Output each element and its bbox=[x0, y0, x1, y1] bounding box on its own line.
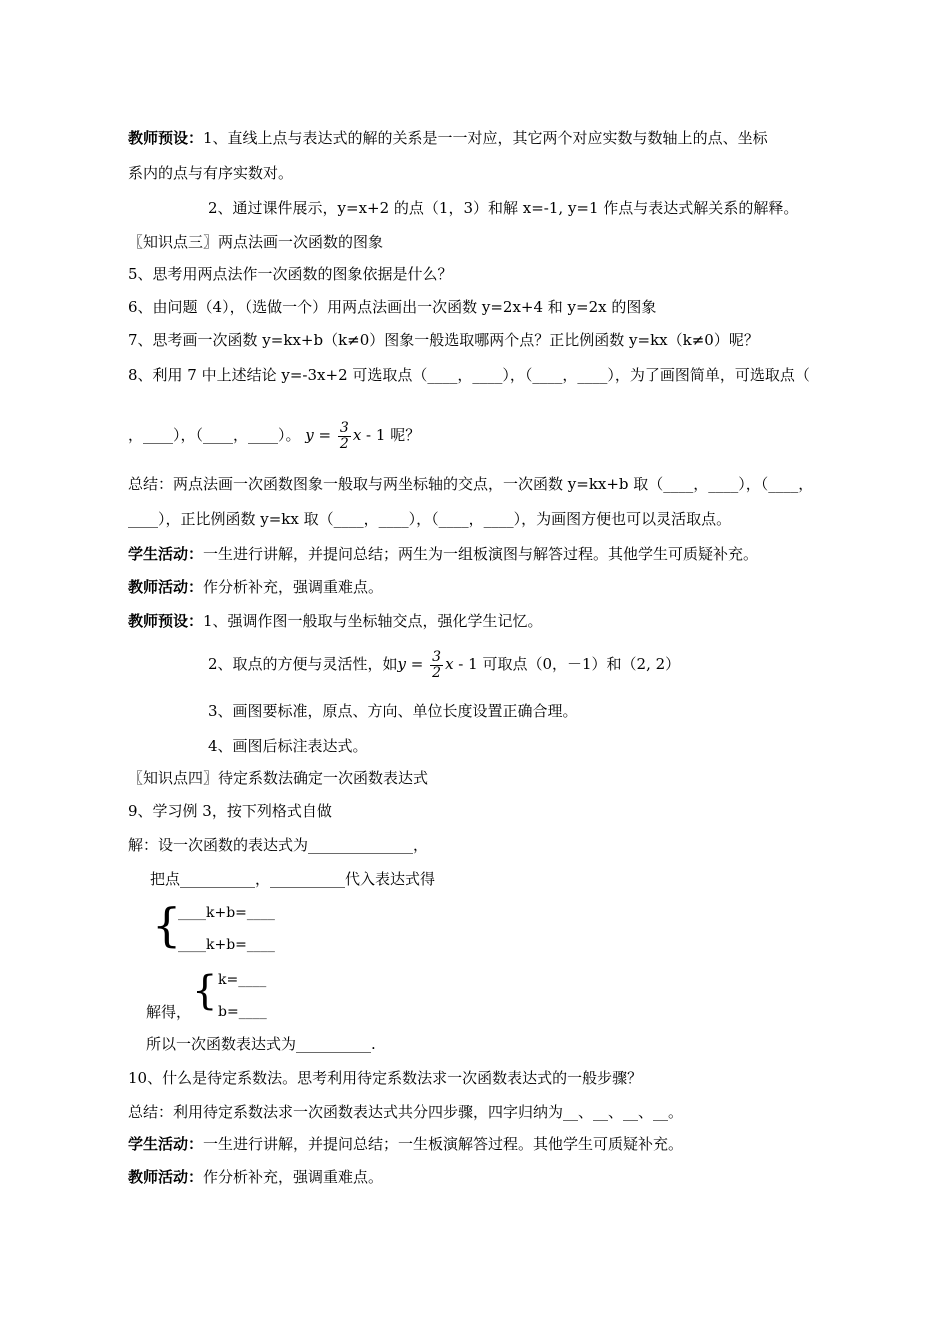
brace-solution-icon: { bbox=[192, 968, 218, 1014]
teacher-preset-2: 2、通过课件展示，y=x+2 的点（1，3）和解 x=-1, y=1 作点与表达式解关系的解释。 bbox=[208, 199, 799, 217]
teacher-preset-2-1: 教师预设：1、强调作图一般取与坐标轴交点，强化学生记忆。 bbox=[128, 612, 543, 630]
label-teacher-activity: 教师活动： bbox=[128, 578, 204, 596]
question-8: 8、利用 7 中上述结论 y=-3x+2 可选取点（____，____），（____，____），为了画图简单，可选取点（ bbox=[128, 366, 810, 384]
student-activity-2: 学生活动：一生进行讲解，并提问总结；一生板演解答过程。其他学生可质疑补充。 bbox=[128, 1135, 684, 1153]
knowledge-point-3-heading: 〖知识点三〗两点法画一次函数的图象 bbox=[128, 233, 384, 251]
solution-label: 解得， bbox=[146, 1003, 192, 1021]
summary-undetermined: 总结：利用待定系数法求一次函数表达式共分四步骤，四字归纳为__、__、__、__。 bbox=[128, 1103, 684, 1121]
solution-result: 所以一次函数表达式为__________. bbox=[146, 1035, 376, 1053]
teacher-preset-2-2: 2、取点的方便与灵活性，如y = $\frac{3}{2}$ x - 1 可取点（0，－1）和（2, 2） bbox=[208, 648, 681, 681]
equation-2: ____k+b=____ bbox=[178, 937, 275, 953]
fraction-three-halves: $\frac{3}{2}$ bbox=[432, 648, 442, 681]
question-10: 10、什么是待定系数法。思考利用待定系数法求一次函数表达式的一般步骤？ bbox=[128, 1069, 643, 1087]
solution-b: b=____ bbox=[218, 1004, 267, 1020]
question-6: 6、由问题（4），（选做一个）用两点法画出一次函数 y=2x+4 和 y=2x 的图象 bbox=[128, 298, 657, 316]
summary-two-points-cont: ____），正比例函数 y=kx 取（____，____），（____，____），为画图方便也可以灵活取点。 bbox=[128, 510, 732, 528]
teacher-preset-1-cont: 系内的点与有序实数对。 bbox=[128, 164, 294, 182]
label-teacher-preset: 教师预设： bbox=[128, 612, 204, 630]
knowledge-point-4-heading: 〖知识点四〗待定系数法确定一次函数表达式 bbox=[128, 769, 429, 787]
label-student-activity: 学生活动： bbox=[128, 1135, 204, 1153]
teacher-preset-1: 教师预设：1、直线上点与表达式的解的关系是一一对应，其它两个对应实数与数轴上的点、坐标 bbox=[128, 129, 768, 147]
solution-k: k=____ bbox=[218, 972, 267, 988]
equation-1: ____k+b=____ bbox=[178, 905, 275, 921]
fraction-three-halves: $\frac{3}{2}$ bbox=[339, 419, 349, 452]
label-student-activity: 学生活动： bbox=[128, 545, 204, 563]
brace-equations-icon: { bbox=[152, 898, 182, 952]
solution-step-2: 把点__________，__________代入表达式得 bbox=[150, 870, 436, 888]
question-7: 7、思考画一次函数 y=kx+b（k≠0）图象一般选取哪两个点？正比例函数 y=kx（k≠0）呢？ bbox=[128, 331, 759, 349]
teacher-activity-2: 教师活动：作分析补充，强调重难点。 bbox=[128, 1168, 384, 1186]
solution-step-1: 解：设一次函数的表达式为______________， bbox=[128, 836, 429, 854]
question-8-cont: ，____），（____，____）。 y = $\frac{3}{2}$ x - 1 呢？ bbox=[128, 419, 421, 452]
question-9: 9、学习例 3，按下列格式自做 bbox=[128, 802, 332, 820]
label-teacher-activity: 教师活动： bbox=[128, 1168, 204, 1186]
teacher-activity-1: 教师活动：作分析补充，强调重难点。 bbox=[128, 578, 384, 596]
student-activity-1: 学生活动：一生进行讲解，并提问总结；两生为一组板演图与解答过程。其他学生可质疑补充。 bbox=[128, 545, 759, 563]
summary-two-points: 总结：两点法画一次函数图象一般取与两坐标轴的交点，一次函数 y=kx+b 取（____，____），（____， bbox=[128, 475, 814, 493]
question-5: 5、思考用两点法作一次函数的图象依据是什么？ bbox=[128, 265, 453, 283]
teacher-preset-2-4: 4、画图后标注表达式。 bbox=[208, 737, 368, 755]
label-teacher-preset: 教师预设： bbox=[128, 129, 204, 147]
teacher-preset-2-3: 3、画图要标准，原点、方向、单位长度设置正确合理。 bbox=[208, 702, 578, 720]
